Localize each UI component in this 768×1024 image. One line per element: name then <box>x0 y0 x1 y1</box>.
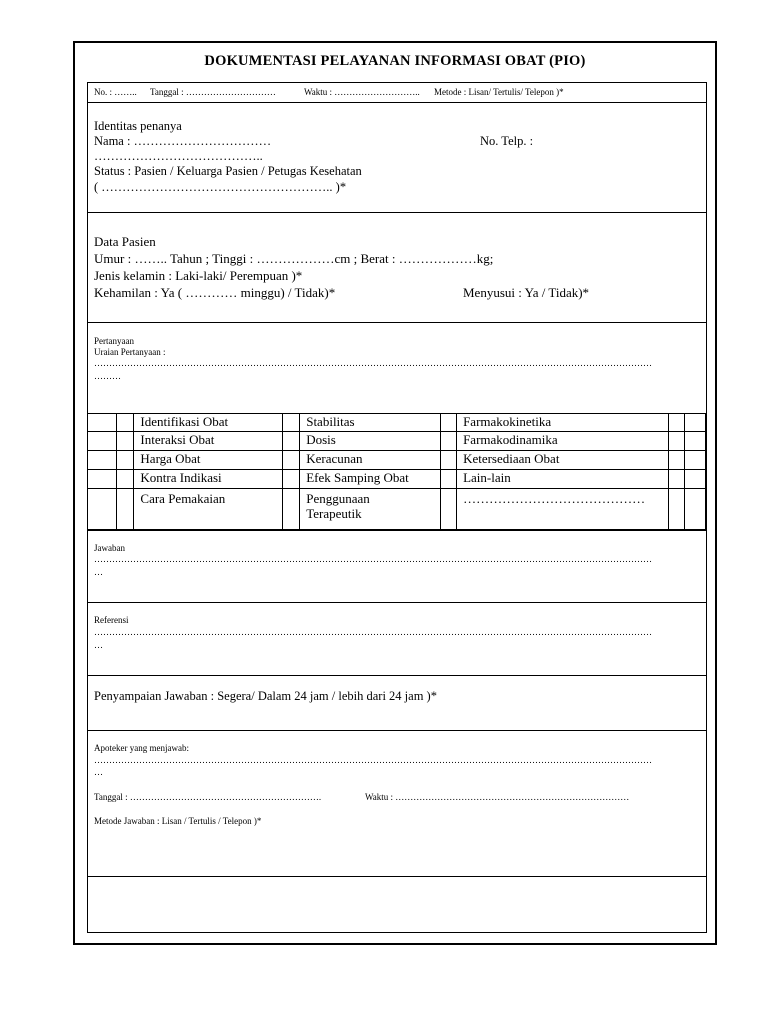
checkbox-farmakokinetika[interactable] <box>441 414 457 431</box>
metode-field[interactable]: Metode : Lisan/ Tertulis/ Telepon )* <box>434 87 564 97</box>
identitas-dots[interactable]: ………………………………….. <box>94 149 263 163</box>
checkbox-farmakodinamika[interactable] <box>441 431 457 450</box>
jawaban-line-1[interactable]: …………………………………………………………………………………………………………………………………………………………………… <box>94 554 652 564</box>
option-stabilitas: Stabilitas <box>300 414 441 431</box>
form-title: DOKUMENTASI PELAYANAN INFORMASI OBAT (PIO) <box>204 53 586 69</box>
checkbox-spacer-4 <box>669 488 685 530</box>
checkbox-stabilitas[interactable] <box>283 414 300 431</box>
checkbox-cara-pemakaian[interactable] <box>117 488 134 530</box>
apoteker-heading: Apoteker yang menjawab: <box>94 743 189 753</box>
pertanyaan-line-2[interactable]: ……… <box>94 371 121 381</box>
checkbox-spacer <box>88 469 117 488</box>
header-line-row <box>88 83 706 103</box>
jawaban-heading: Jawaban <box>94 543 125 553</box>
jawaban-line-2[interactable]: … <box>94 567 103 577</box>
checkbox-extra-4[interactable] <box>669 469 685 488</box>
identitas-heading: Identitas penanya <box>94 119 182 133</box>
checkbox-keracunan[interactable] <box>283 450 300 469</box>
option-farmakokinetika: Farmakokinetika <box>457 414 669 431</box>
option-dosis: Dosis <box>300 431 441 450</box>
checkbox-spacer <box>88 431 117 450</box>
option-farmakodinamika: Farmakodinamika <box>457 431 669 450</box>
checkbox-kontra-indikasi[interactable] <box>117 469 134 488</box>
option-lain-lain: Lain-lain <box>457 469 669 488</box>
category-grid <box>88 414 706 531</box>
waktu-field[interactable]: Waktu : ……………………….. <box>304 87 420 97</box>
apoteker-waktu-field[interactable]: Waktu : …………………………………………………………………… <box>365 792 630 802</box>
referensi-line-1[interactable]: …………………………………………………………………………………………………………………………………………………………………… <box>94 627 652 637</box>
pasien-heading: Data Pasien <box>94 234 156 249</box>
option-interaksi-obat: Interaksi Obat <box>134 431 283 450</box>
checkbox-interaksi-obat[interactable] <box>117 431 134 450</box>
checkbox-lain-lain[interactable] <box>441 469 457 488</box>
nama-field[interactable]: Nama : …………………………… <box>94 134 272 148</box>
checkbox-spacer <box>88 414 117 431</box>
checkbox-penggunaan-terapeutik[interactable] <box>283 488 300 530</box>
penyampaian-section <box>88 676 706 731</box>
option-penggunaan-line: Penggunaan <box>306 490 370 506</box>
option-harga-obat: Harga Obat <box>134 450 283 469</box>
grid-edge-cell <box>684 414 705 431</box>
umur-field[interactable]: Umur : …….. Tahun ; Tinggi : ………………cm ; Berat : ………………kg; <box>94 251 494 266</box>
option-keracunan: Keracunan <box>300 450 441 469</box>
checkbox-spacer-3 <box>441 488 457 530</box>
menyusui-field[interactable]: Menyusui : Ya / Tidak)* <box>463 285 590 300</box>
grid-edge-cell <box>684 431 705 450</box>
referensi-line-2[interactable]: … <box>94 640 103 650</box>
no-field[interactable]: No. : …….. <box>94 87 137 97</box>
jenis-kelamin-field[interactable]: Jenis kelamin : Laki-laki/ Perempuan )* <box>94 268 303 283</box>
referensi-heading: Referensi <box>94 615 129 625</box>
checkbox-dosis[interactable] <box>283 431 300 450</box>
pasien-section <box>88 213 706 323</box>
referensi-section <box>88 603 706 676</box>
checkbox-spacer <box>88 450 117 469</box>
option-kontra-indikasi: Kontra Indikasi <box>134 469 283 488</box>
apoteker-line-1[interactable]: …………………………………………………………………………………………………………………………………………………………………… <box>94 755 652 765</box>
checkbox-spacer <box>88 488 117 530</box>
checkbox-identifikasi-obat[interactable] <box>117 414 134 431</box>
option-penggunaan-terapeutik <box>300 488 441 530</box>
metode-jawaban-field[interactable]: Metode Jawaban : Lisan / Tertulis / Telepon )* <box>94 816 262 826</box>
status-field[interactable]: Status : Pasien / Keluarga Pasien / Petugas Kesehatan <box>94 164 362 178</box>
signature-box[interactable] <box>87 877 707 933</box>
grid-edge-cell <box>684 450 705 469</box>
pertanyaan-section <box>88 323 706 414</box>
checkbox-ketersediaan-obat[interactable] <box>441 450 457 469</box>
pertanyaan-heading: Pertanyaan <box>94 336 134 346</box>
option-efek-samping-obat: Efek Samping Obat <box>300 469 441 488</box>
form-body <box>87 82 707 877</box>
telp-field[interactable]: No. Telp. : <box>480 134 534 148</box>
tanggal-field[interactable]: Tanggal : ………………………… <box>150 87 276 97</box>
identitas-section <box>88 103 706 213</box>
checkbox-extra-1[interactable] <box>669 414 685 431</box>
apoteker-section <box>88 731 706 878</box>
option-identifikasi-obat: Identifikasi Obat <box>134 414 283 431</box>
checkbox-harga-obat[interactable] <box>117 450 134 469</box>
option-ketersediaan-obat: Ketersediaan Obat <box>457 450 669 469</box>
option-cara-pemakaian: Cara Pemakaian <box>134 488 283 530</box>
lain-lain-dots[interactable]: …………………………………… <box>457 488 669 530</box>
status-other-field[interactable]: ( ……………………………………………….. )* <box>94 180 347 194</box>
option-terapeutik-line: Terapeutik <box>306 505 362 521</box>
uraian-label: Uraian Pertanyaan : <box>94 347 166 357</box>
jawaban-section <box>88 530 706 603</box>
checkbox-extra-2[interactable] <box>669 431 685 450</box>
pertanyaan-line-1[interactable]: …………………………………………………………………………………………………………………………………………………………………… <box>94 358 652 368</box>
form-frame <box>73 41 717 945</box>
apoteker-line-2[interactable]: … <box>94 767 103 777</box>
checkbox-extra-3[interactable] <box>669 450 685 469</box>
category-grid-section <box>88 414 706 530</box>
apoteker-tanggal-field[interactable]: Tanggal : ………………………………………………………. <box>94 792 322 802</box>
grid-edge-cell <box>684 469 705 488</box>
grid-edge-cell <box>684 488 705 530</box>
penyampaian-field[interactable]: Penyampaian Jawaban : Segera/ Dalam 24 jam / lebih dari 24 jam )* <box>94 689 437 703</box>
kehamilan-field[interactable]: Kehamilan : Ya ( ………… minggu) / Tidak)* <box>94 285 336 300</box>
checkbox-efek-samping-obat[interactable] <box>283 469 300 488</box>
